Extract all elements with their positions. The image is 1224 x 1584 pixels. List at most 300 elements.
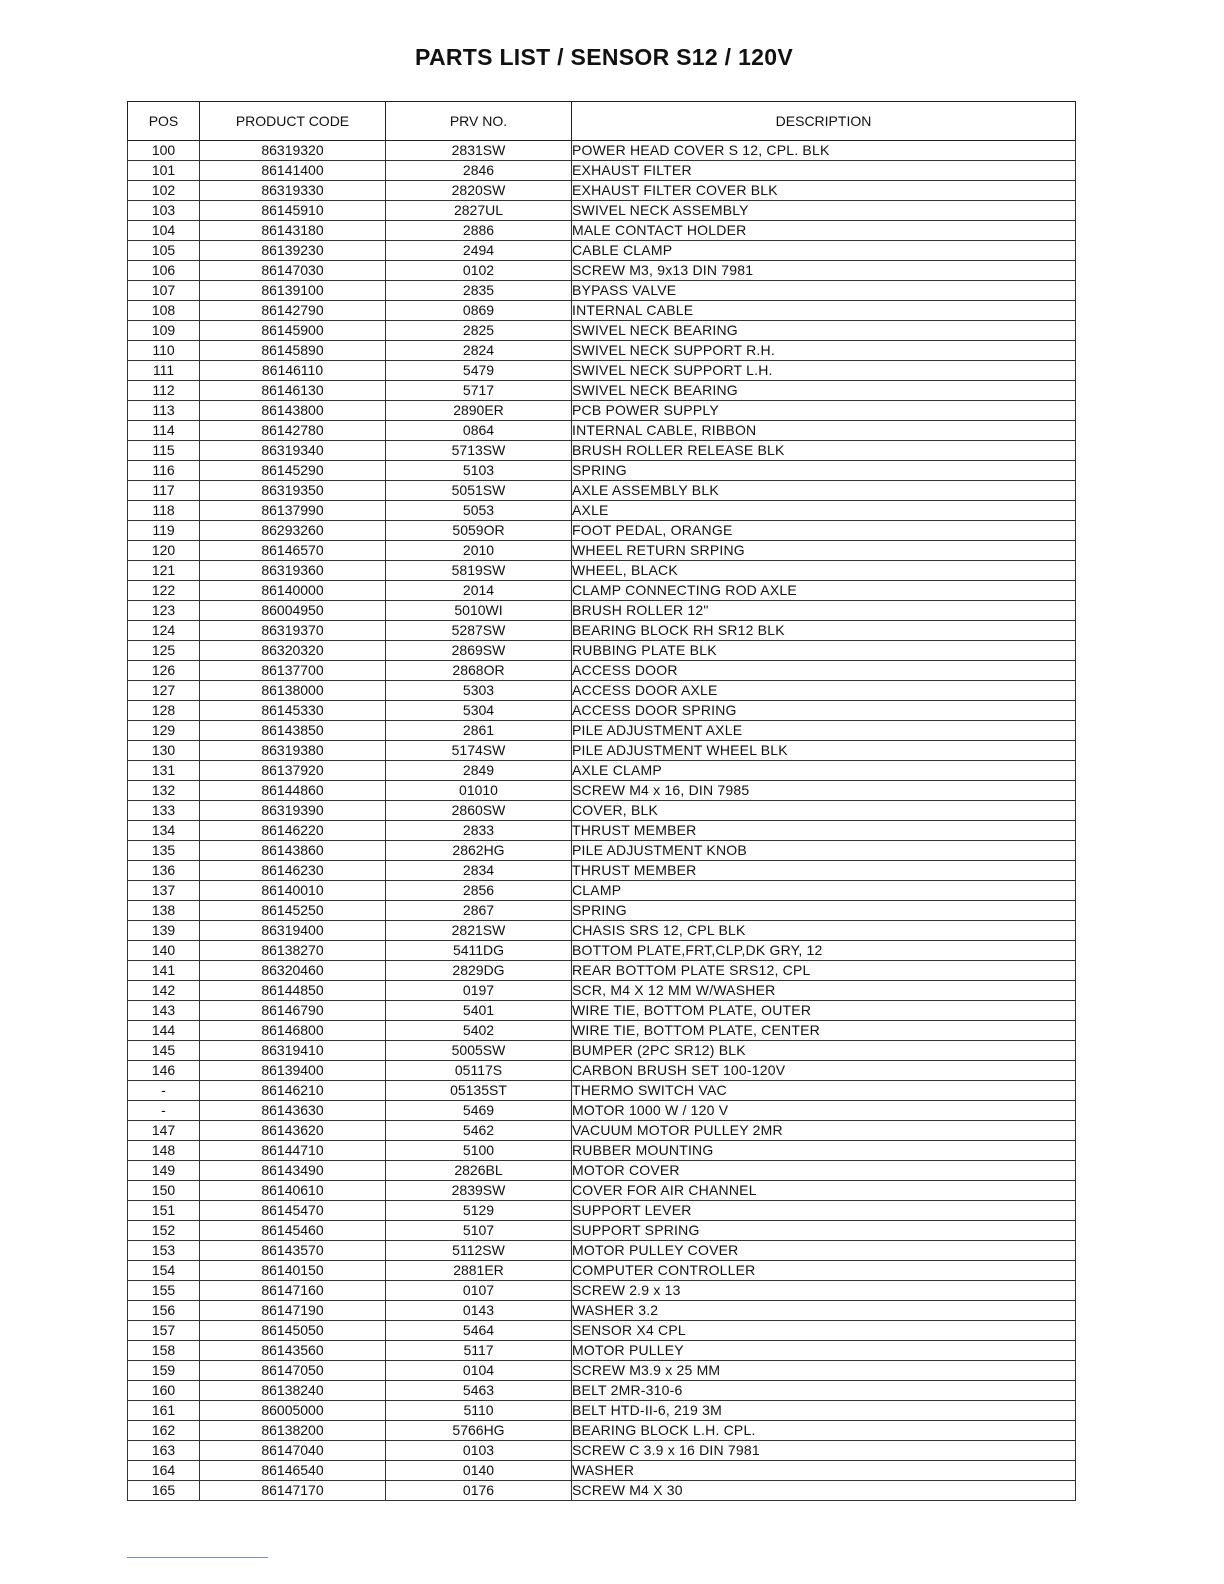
product-code-cell: 86137990 (200, 501, 386, 521)
pos-cell: 136 (128, 861, 200, 881)
product-code-cell: 86143620 (200, 1121, 386, 1141)
table-row (128, 1041, 1076, 1061)
pos-cell: 102 (128, 181, 200, 201)
description-cell: SCR, M4 X 12 MM W/WASHER (572, 981, 1076, 1001)
pos-cell: 149 (128, 1161, 200, 1181)
product-code-cell: 86146220 (200, 821, 386, 841)
table-row (128, 1281, 1076, 1301)
description-cell: POWER HEAD COVER S 12, CPL. BLK (572, 141, 1076, 161)
table-row (128, 361, 1076, 381)
pos-cell: 117 (128, 481, 200, 501)
description-cell: AXLE ASSEMBLY BLK (572, 481, 1076, 501)
product-code-cell: 86320460 (200, 961, 386, 981)
description-cell: PCB POWER SUPPLY (572, 401, 1076, 421)
description-cell: RUBBING PLATE BLK (572, 641, 1076, 661)
description-cell: COVER, BLK (572, 801, 1076, 821)
prv-no-cell: 01010 (386, 781, 572, 801)
table-row (128, 141, 1076, 161)
prv-no-cell: 5462 (386, 1121, 572, 1141)
pos-cell: 126 (128, 661, 200, 681)
prv-no-cell: 2849 (386, 761, 572, 781)
prv-no-cell: 0176 (386, 1481, 572, 1501)
pos-cell: 150 (128, 1181, 200, 1201)
prv-no-cell: 5819SW (386, 561, 572, 581)
table-row (128, 981, 1076, 1001)
product-code-cell: 86145050 (200, 1321, 386, 1341)
pos-cell: 114 (128, 421, 200, 441)
table-row (128, 1001, 1076, 1021)
product-code-cell: 86319380 (200, 741, 386, 761)
table-row (128, 1081, 1076, 1101)
prv-no-cell: 5010WI (386, 601, 572, 621)
table-row (128, 241, 1076, 261)
product-code-cell: 86138000 (200, 681, 386, 701)
description-cell: CARBON BRUSH SET 100-120V (572, 1061, 1076, 1081)
table-row (128, 341, 1076, 361)
product-code-cell: 86143560 (200, 1341, 386, 1361)
prv-no-cell: 5304 (386, 701, 572, 721)
product-code-cell: 86144850 (200, 981, 386, 1001)
description-cell: SENSOR X4 CPL (572, 1321, 1076, 1341)
product-code-cell: 86144860 (200, 781, 386, 801)
pos-cell: 112 (128, 381, 200, 401)
description-cell: CHASIS SRS 12, CPL BLK (572, 921, 1076, 941)
table-row (128, 1221, 1076, 1241)
product-code-cell: 86145290 (200, 461, 386, 481)
product-code-cell: 86146130 (200, 381, 386, 401)
description-cell: BEARING BLOCK L.H. CPL. (572, 1421, 1076, 1441)
description-cell: CABLE CLAMP (572, 241, 1076, 261)
product-code-cell: 86146800 (200, 1021, 386, 1041)
description-cell: WIRE TIE, BOTTOM PLATE, OUTER (572, 1001, 1076, 1021)
pos-cell: 146 (128, 1061, 200, 1081)
prv-no-cell: 2831SW (386, 141, 572, 161)
prv-no-cell: 2820SW (386, 181, 572, 201)
product-code-cell: 86147160 (200, 1281, 386, 1301)
pos-cell: - (128, 1081, 200, 1101)
product-code-cell: 86319330 (200, 181, 386, 201)
product-code-cell: 86145250 (200, 901, 386, 921)
description-cell: MALE CONTACT HOLDER (572, 221, 1076, 241)
prv-no-cell: 5112SW (386, 1241, 572, 1261)
table-row (128, 381, 1076, 401)
prv-no-cell: 5100 (386, 1141, 572, 1161)
pos-cell: 145 (128, 1041, 200, 1061)
table-row (128, 1421, 1076, 1441)
description-cell: INTERNAL CABLE, RIBBON (572, 421, 1076, 441)
pos-cell: 119 (128, 521, 200, 541)
table-row (128, 401, 1076, 421)
prv-no-cell: 0104 (386, 1361, 572, 1381)
product-code-cell: 86140610 (200, 1181, 386, 1201)
description-cell: SCREW M4 X 30 (572, 1481, 1076, 1501)
pos-cell: 107 (128, 281, 200, 301)
product-code-cell: 86146570 (200, 541, 386, 561)
pos-cell: 138 (128, 901, 200, 921)
table-row (128, 441, 1076, 461)
description-cell: SWIVEL NECK SUPPORT R.H. (572, 341, 1076, 361)
prv-no-cell: 2886 (386, 221, 572, 241)
pos-cell: 157 (128, 1321, 200, 1341)
description-cell: PILE ADJUSTMENT KNOB (572, 841, 1076, 861)
pos-cell: 161 (128, 1401, 200, 1421)
table-row (128, 721, 1076, 741)
pos-cell: 108 (128, 301, 200, 321)
product-code-cell: 86319340 (200, 441, 386, 461)
table-row (128, 821, 1076, 841)
pos-cell: 152 (128, 1221, 200, 1241)
pos-cell: 127 (128, 681, 200, 701)
product-code-cell: 86147040 (200, 1441, 386, 1461)
product-code-cell: 86004950 (200, 601, 386, 621)
table-row (128, 781, 1076, 801)
description-cell: THRUST MEMBER (572, 861, 1076, 881)
description-cell: CLAMP (572, 881, 1076, 901)
description-cell: MOTOR COVER (572, 1161, 1076, 1181)
table-row (128, 741, 1076, 761)
prv-no-cell: 5469 (386, 1101, 572, 1121)
pos-cell: 115 (128, 441, 200, 461)
pos-cell: 135 (128, 841, 200, 861)
pos-cell: 113 (128, 401, 200, 421)
product-code-cell: 86293260 (200, 521, 386, 541)
product-code-cell: 86143850 (200, 721, 386, 741)
prv-no-cell: 0103 (386, 1441, 572, 1461)
prv-no-cell: 5053 (386, 501, 572, 521)
product-code-cell: 86143860 (200, 841, 386, 861)
product-code-cell: 86142790 (200, 301, 386, 321)
prv-no-cell: 5129 (386, 1201, 572, 1221)
product-code-cell: 86143570 (200, 1241, 386, 1261)
footer-rule (127, 1557, 268, 1558)
prv-no-cell: 5110 (386, 1401, 572, 1421)
prv-no-cell: 0864 (386, 421, 572, 441)
pos-cell: 130 (128, 741, 200, 761)
product-code-cell: 86138270 (200, 941, 386, 961)
column-header-prv-no: PRV NO. (386, 102, 572, 141)
pos-cell: 159 (128, 1361, 200, 1381)
table-row (128, 501, 1076, 521)
description-cell: SCREW M3, 9x13 DIN 7981 (572, 261, 1076, 281)
pos-cell: - (128, 1101, 200, 1121)
prv-no-cell: 5713SW (386, 441, 572, 461)
product-code-cell: 86319360 (200, 561, 386, 581)
product-code-cell: 86319370 (200, 621, 386, 641)
pos-cell: 111 (128, 361, 200, 381)
description-cell: BYPASS VALVE (572, 281, 1076, 301)
page-title: PARTS LIST / SENSOR S12 / 120V (415, 44, 793, 70)
prv-no-cell: 5287SW (386, 621, 572, 641)
product-code-cell: 86143490 (200, 1161, 386, 1181)
description-cell: THRUST MEMBER (572, 821, 1076, 841)
pos-cell: 124 (128, 621, 200, 641)
pos-cell: 128 (128, 701, 200, 721)
column-header-product-code: PRODUCT CODE (200, 102, 386, 141)
pos-cell: 158 (128, 1341, 200, 1361)
table-row (128, 541, 1076, 561)
prv-no-cell: 2846 (386, 161, 572, 181)
prv-no-cell: 2839SW (386, 1181, 572, 1201)
description-cell: EXHAUST FILTER COVER BLK (572, 181, 1076, 201)
pos-cell: 141 (128, 961, 200, 981)
table-row (128, 321, 1076, 341)
prv-no-cell: 2834 (386, 861, 572, 881)
column-header-pos: POS (128, 102, 200, 141)
table-row (128, 961, 1076, 981)
table-row (128, 1181, 1076, 1201)
pos-cell: 125 (128, 641, 200, 661)
prv-no-cell: 5303 (386, 681, 572, 701)
description-cell: MOTOR 1000 W / 120 V (572, 1101, 1076, 1121)
table-row (128, 1341, 1076, 1361)
table-row (128, 181, 1076, 201)
product-code-cell: 86005000 (200, 1401, 386, 1421)
column-header-description: DESCRIPTION (572, 102, 1076, 141)
product-code-cell: 86147050 (200, 1361, 386, 1381)
table-row (128, 1241, 1076, 1261)
description-cell: SPRING (572, 901, 1076, 921)
description-cell: CLAMP CONNECTING ROD AXLE (572, 581, 1076, 601)
table-row (128, 601, 1076, 621)
table-row (128, 801, 1076, 821)
prv-no-cell: 5103 (386, 461, 572, 481)
product-code-cell: 86144710 (200, 1141, 386, 1161)
description-cell: COVER FOR AIR CHANNEL (572, 1181, 1076, 1201)
table-row (128, 421, 1076, 441)
product-code-cell: 86141400 (200, 161, 386, 181)
prv-no-cell: 5005SW (386, 1041, 572, 1061)
table-row (128, 1461, 1076, 1481)
product-code-cell: 86142780 (200, 421, 386, 441)
table-row (128, 301, 1076, 321)
table-row (128, 861, 1076, 881)
pos-cell: 110 (128, 341, 200, 361)
product-code-cell: 86145900 (200, 321, 386, 341)
table-row (128, 281, 1076, 301)
product-code-cell: 86145470 (200, 1201, 386, 1221)
product-code-cell: 86138200 (200, 1421, 386, 1441)
product-code-cell: 86319400 (200, 921, 386, 941)
pos-cell: 160 (128, 1381, 200, 1401)
product-code-cell: 86146230 (200, 861, 386, 881)
pos-cell: 156 (128, 1301, 200, 1321)
prv-no-cell: 5479 (386, 361, 572, 381)
table-row (128, 261, 1076, 281)
product-code-cell: 86139400 (200, 1061, 386, 1081)
prv-no-cell: 2869SW (386, 641, 572, 661)
table-row (128, 881, 1076, 901)
prv-no-cell: 2862HG (386, 841, 572, 861)
table-row (128, 621, 1076, 641)
pos-cell: 101 (128, 161, 200, 181)
description-cell: COMPUTER CONTROLLER (572, 1261, 1076, 1281)
pos-cell: 100 (128, 141, 200, 161)
table-row (128, 201, 1076, 221)
prv-no-cell: 0107 (386, 1281, 572, 1301)
description-cell: AXLE CLAMP (572, 761, 1076, 781)
product-code-cell: 86146790 (200, 1001, 386, 1021)
description-cell: BRUSH ROLLER RELEASE BLK (572, 441, 1076, 461)
pos-cell: 148 (128, 1141, 200, 1161)
product-code-cell: 86143630 (200, 1101, 386, 1121)
table-row (128, 1141, 1076, 1161)
prv-no-cell: 5766HG (386, 1421, 572, 1441)
prv-no-cell: 2833 (386, 821, 572, 841)
pos-cell: 103 (128, 201, 200, 221)
pos-cell: 147 (128, 1121, 200, 1141)
prv-no-cell: 0143 (386, 1301, 572, 1321)
pos-cell: 131 (128, 761, 200, 781)
table-row (128, 1401, 1076, 1421)
pos-cell: 121 (128, 561, 200, 581)
description-cell: SPRING (572, 461, 1076, 481)
table-row (128, 1061, 1076, 1081)
description-cell: PILE ADJUSTMENT AXLE (572, 721, 1076, 741)
table-row (128, 681, 1076, 701)
product-code-cell: 86140150 (200, 1261, 386, 1281)
table-row (128, 1201, 1076, 1221)
prv-no-cell: 2829DG (386, 961, 572, 981)
product-code-cell: 86147170 (200, 1481, 386, 1501)
product-code-cell: 86143180 (200, 221, 386, 241)
product-code-cell: 86145460 (200, 1221, 386, 1241)
product-code-cell: 86147030 (200, 261, 386, 281)
description-cell: SCREW 2.9 x 13 (572, 1281, 1076, 1301)
product-code-cell: 86145910 (200, 201, 386, 221)
table-row (128, 161, 1076, 181)
table-row (128, 1481, 1076, 1501)
pos-cell: 162 (128, 1421, 200, 1441)
prv-no-cell: 05117S (386, 1061, 572, 1081)
prv-no-cell: 2827UL (386, 201, 572, 221)
table-row (128, 461, 1076, 481)
description-cell: WASHER (572, 1461, 1076, 1481)
prv-no-cell: 0197 (386, 981, 572, 1001)
description-cell: THERMO SWITCH VAC (572, 1081, 1076, 1101)
table-row (128, 761, 1076, 781)
product-code-cell: 86143800 (200, 401, 386, 421)
description-cell: EXHAUST FILTER (572, 161, 1076, 181)
product-code-cell: 86146110 (200, 361, 386, 381)
table-row (128, 1301, 1076, 1321)
prv-no-cell: 0102 (386, 261, 572, 281)
product-code-cell: 86145330 (200, 701, 386, 721)
product-code-cell: 86138240 (200, 1381, 386, 1401)
prv-no-cell: 05135ST (386, 1081, 572, 1101)
pos-cell: 109 (128, 321, 200, 341)
table-row (128, 1321, 1076, 1341)
prv-no-cell: 5463 (386, 1381, 572, 1401)
product-code-cell: 86145890 (200, 341, 386, 361)
prv-no-cell: 2014 (386, 581, 572, 601)
description-cell: ACCESS DOOR (572, 661, 1076, 681)
prv-no-cell: 2826BL (386, 1161, 572, 1181)
pos-cell: 144 (128, 1021, 200, 1041)
table-row (128, 1361, 1076, 1381)
pos-cell: 153 (128, 1241, 200, 1261)
description-cell: SWIVEL NECK SUPPORT L.H. (572, 361, 1076, 381)
product-code-cell: 86319410 (200, 1041, 386, 1061)
prv-no-cell: 2867 (386, 901, 572, 921)
description-cell: RUBBER MOUNTING (572, 1141, 1076, 1161)
pos-cell: 139 (128, 921, 200, 941)
description-cell: BOTTOM PLATE,FRT,CLP,DK GRY, 12 (572, 941, 1076, 961)
pos-cell: 155 (128, 1281, 200, 1301)
pos-cell: 140 (128, 941, 200, 961)
description-cell: VACUUM MOTOR PULLEY 2MR (572, 1121, 1076, 1141)
description-cell: SCREW M3.9 x 25 MM (572, 1361, 1076, 1381)
description-cell: REAR BOTTOM PLATE SRS12, CPL (572, 961, 1076, 981)
prv-no-cell: 5717 (386, 381, 572, 401)
pos-cell: 118 (128, 501, 200, 521)
prv-no-cell: 2821SW (386, 921, 572, 941)
product-code-cell: 86319350 (200, 481, 386, 501)
description-cell: ACCESS DOOR AXLE (572, 681, 1076, 701)
description-cell: MOTOR PULLEY (572, 1341, 1076, 1361)
description-cell: SWIVEL NECK BEARING (572, 381, 1076, 401)
prv-no-cell: 2010 (386, 541, 572, 561)
pos-cell: 137 (128, 881, 200, 901)
table-row (128, 481, 1076, 501)
prv-no-cell: 5117 (386, 1341, 572, 1361)
product-code-cell: 86146540 (200, 1461, 386, 1481)
prv-no-cell: 5401 (386, 1001, 572, 1021)
product-code-cell: 86320320 (200, 641, 386, 661)
description-cell: SWIVEL NECK BEARING (572, 321, 1076, 341)
table-row (128, 221, 1076, 241)
table-row (128, 941, 1076, 961)
description-cell: WASHER 3.2 (572, 1301, 1076, 1321)
table-row (128, 1121, 1076, 1141)
description-cell: BELT 2MR-310-6 (572, 1381, 1076, 1401)
description-cell: BELT HTD-II-6, 219 3M (572, 1401, 1076, 1421)
pos-cell: 143 (128, 1001, 200, 1021)
table-row (128, 701, 1076, 721)
pos-cell: 120 (128, 541, 200, 561)
description-cell: AXLE (572, 501, 1076, 521)
description-cell: PILE ADJUSTMENT WHEEL BLK (572, 741, 1076, 761)
product-code-cell: 86139230 (200, 241, 386, 261)
prv-no-cell: 0869 (386, 301, 572, 321)
pos-cell: 105 (128, 241, 200, 261)
table-row (128, 1101, 1076, 1121)
parts-table-body (128, 141, 1076, 1501)
description-cell: BEARING BLOCK RH SR12 BLK (572, 621, 1076, 641)
table-row (128, 901, 1076, 921)
table-row (128, 1441, 1076, 1461)
product-code-cell: 86146210 (200, 1081, 386, 1101)
prv-no-cell: 0140 (386, 1461, 572, 1481)
pos-cell: 151 (128, 1201, 200, 1221)
pos-cell: 134 (128, 821, 200, 841)
prv-no-cell: 5174SW (386, 741, 572, 761)
pos-cell: 132 (128, 781, 200, 801)
description-cell: BRUSH ROLLER 12" (572, 601, 1076, 621)
table-row (128, 921, 1076, 941)
prv-no-cell: 5051SW (386, 481, 572, 501)
prv-no-cell: 5059OR (386, 521, 572, 541)
pos-cell: 165 (128, 1481, 200, 1501)
pos-cell: 123 (128, 601, 200, 621)
prv-no-cell: 2860SW (386, 801, 572, 821)
prv-no-cell: 2856 (386, 881, 572, 901)
description-cell: SWIVEL NECK ASSEMBLY (572, 201, 1076, 221)
description-cell: FOOT PEDAL, ORANGE (572, 521, 1076, 541)
pos-cell: 106 (128, 261, 200, 281)
description-cell: BUMPER (2PC SR12) BLK (572, 1041, 1076, 1061)
prv-no-cell: 2494 (386, 241, 572, 261)
pos-cell: 133 (128, 801, 200, 821)
